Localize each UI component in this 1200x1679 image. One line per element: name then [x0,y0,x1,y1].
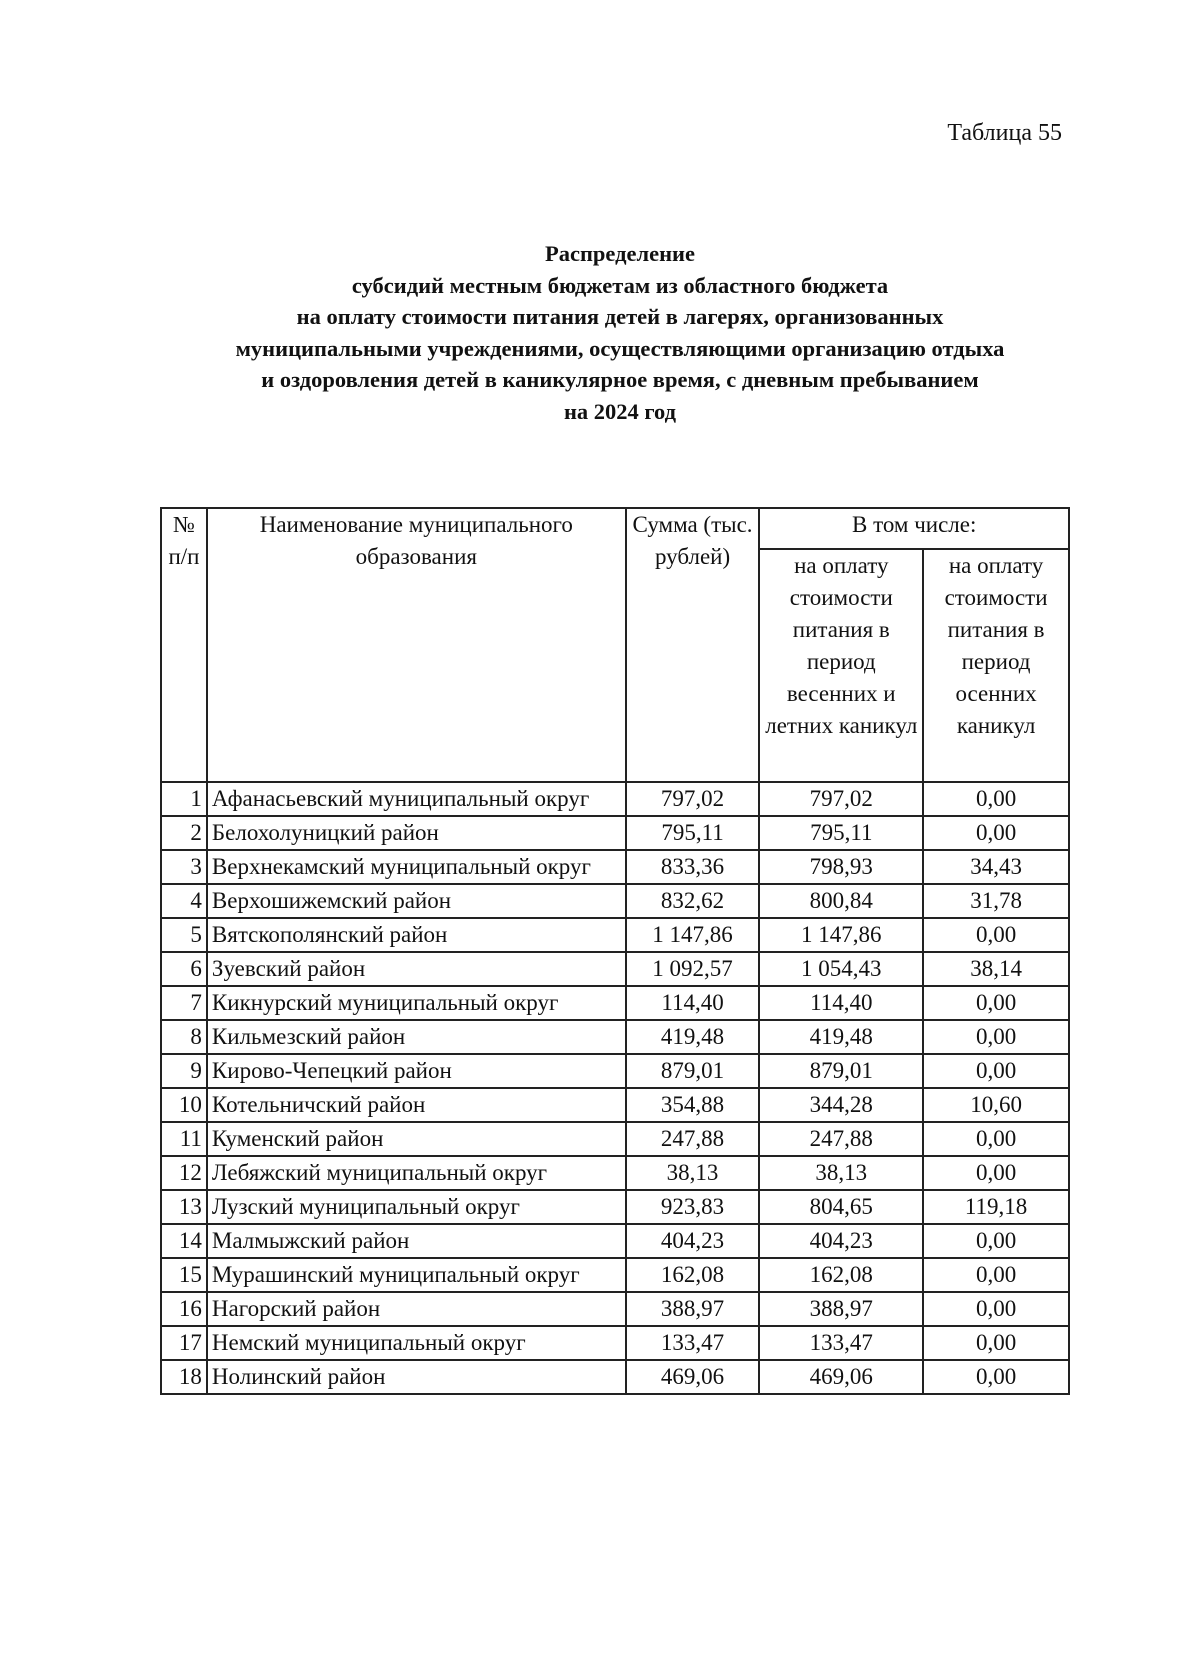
municipality-name-cell: Лузский муниципальный округ [207,1190,626,1224]
municipality-name-cell: Нагорский район [207,1292,626,1326]
municipality-name-cell: Вятскополянский район [207,918,626,952]
table-row [161,1190,1069,1224]
spring-summer-cell: 114,40 [759,986,923,1020]
sum-cell: 162,08 [626,1258,760,1292]
table-number-label: Таблица 55 [947,120,1062,146]
spring-summer-cell: 798,93 [759,850,923,884]
autumn-cell: 0,00 [923,1054,1069,1088]
autumn-cell: 0,00 [923,1360,1069,1394]
spring-summer-cell: 133,47 [759,1326,923,1360]
municipality-name-cell: Нолинский район [207,1360,626,1394]
sum-cell: 1 147,86 [626,918,760,952]
row-number-cell: 9 [161,1054,207,1088]
heading-line: на 2024 год [563,398,677,424]
autumn-cell: 0,00 [923,918,1069,952]
autumn-cell: 0,00 [923,1122,1069,1156]
municipality-name-cell: Куменский район [207,1122,626,1156]
spring-summer-cell: 800,84 [759,884,923,918]
row-number-cell: 3 [161,850,207,884]
municipality-name-cell: Белохолуницкий район [207,816,626,850]
municipality-name-cell: Малмыжский район [207,1224,626,1258]
row-number-cell: 17 [161,1326,207,1360]
table-row [161,1122,1069,1156]
autumn-cell: 0,00 [923,1224,1069,1258]
municipality-name-cell: Котельничский район [207,1088,626,1122]
header-municipality-name: Наименование муниципального образования [207,508,626,782]
sum-cell: 114,40 [626,986,760,1020]
row-number-cell: 18 [161,1360,207,1394]
header-row-number: № п/п [161,508,207,782]
sum-cell: 419,48 [626,1020,760,1054]
table-row [161,884,1069,918]
sum-cell: 469,06 [626,1360,760,1394]
row-number-cell: 6 [161,952,207,986]
spring-summer-cell: 38,13 [759,1156,923,1190]
header-sum: Сумма (тыс. рублей) [626,508,760,782]
header-including: В том числе: [759,508,1069,549]
municipality-name-cell: Кикнурский муниципальный округ [207,986,626,1020]
table-row [161,1156,1069,1190]
table-row [161,850,1069,884]
spring-summer-cell: 247,88 [759,1122,923,1156]
spring-summer-cell: 797,02 [759,782,923,816]
spring-summer-cell: 469,06 [759,1360,923,1394]
spring-summer-cell: 162,08 [759,1258,923,1292]
sum-cell: 923,83 [626,1190,760,1224]
table-row [161,952,1069,986]
autumn-cell: 31,78 [923,884,1069,918]
sum-cell: 833,36 [626,850,760,884]
autumn-cell: 119,18 [923,1190,1069,1224]
table-row [161,918,1069,952]
heading-line: и оздоровления детей в каникулярное время, с дневным пребыванием [261,367,979,392]
header-spring-summer: на оплату стоимости питания в период весенних и летних каникул [759,549,923,782]
municipality-name-cell: Мурашинский муниципальный округ [207,1258,626,1292]
table-body [161,782,1069,1394]
spring-summer-cell: 804,65 [759,1190,923,1224]
spring-summer-cell: 1 054,43 [759,952,923,986]
row-number-cell: 14 [161,1224,207,1258]
sum-cell: 832,62 [626,884,760,918]
municipality-name-cell: Кильмезский район [207,1020,626,1054]
row-number-cell: 5 [161,918,207,952]
municipality-name-cell: Немский муниципальный округ [207,1326,626,1360]
row-number-cell: 8 [161,1020,207,1054]
sum-cell: 795,11 [626,816,760,850]
municipality-name-cell: Верхошижемский район [207,884,626,918]
spring-summer-cell: 795,11 [759,816,923,850]
autumn-cell: 0,00 [923,816,1069,850]
sum-cell: 38,13 [626,1156,760,1190]
table-row [161,1326,1069,1360]
heading-line: субсидий местным бюджетам из областного бюджета [351,272,889,298]
spring-summer-cell: 419,48 [759,1020,923,1054]
spring-summer-cell: 1 147,86 [759,918,923,952]
row-number-cell: 2 [161,816,207,850]
autumn-cell: 0,00 [923,782,1069,816]
autumn-cell: 34,43 [923,850,1069,884]
table-row [161,782,1069,816]
row-number-cell: 1 [161,782,207,816]
spring-summer-cell: 879,01 [759,1054,923,1088]
table-header [161,508,1069,782]
heading-line: Распределение [544,241,696,266]
autumn-cell: 0,00 [923,1326,1069,1360]
header-autumn: на оплату стоимости питания в период осенних каникул [923,549,1069,782]
row-number-cell: 16 [161,1292,207,1326]
heading-line: на оплату стоимости питания детей в лагерях, организованных [296,304,944,329]
autumn-cell: 0,00 [923,1258,1069,1292]
municipality-name-cell: Верхнекамский муниципальный округ [207,850,626,884]
row-number-cell: 12 [161,1156,207,1190]
table-row [161,986,1069,1020]
sum-cell: 1 092,57 [626,952,760,986]
spring-summer-cell: 344,28 [759,1088,923,1122]
autumn-cell: 10,60 [923,1088,1069,1122]
municipality-name-cell: Кирово-Чепецкий район [207,1054,626,1088]
table-row [161,1292,1069,1326]
table-row [161,1054,1069,1088]
municipality-name-cell: Лебяжский муниципальный округ [207,1156,626,1190]
row-number-cell: 13 [161,1190,207,1224]
autumn-cell: 0,00 [923,986,1069,1020]
row-number-cell: 15 [161,1258,207,1292]
autumn-cell: 38,14 [923,952,1069,986]
sum-cell: 879,01 [626,1054,760,1088]
heading-line: муниципальными учреждениями, осуществляющими организацию отдыха [235,335,1005,361]
autumn-cell: 0,00 [923,1020,1069,1054]
table-row [161,1020,1069,1054]
row-number-cell: 4 [161,884,207,918]
municipality-name-cell: Зуевский район [207,952,626,986]
row-number-cell: 11 [161,1122,207,1156]
sum-cell: 388,97 [626,1292,760,1326]
sum-cell: 354,88 [626,1088,760,1122]
table-row [161,1360,1069,1394]
table-row [161,1224,1069,1258]
row-number-cell: 7 [161,986,207,1020]
spring-summer-cell: 388,97 [759,1292,923,1326]
row-number-cell: 10 [161,1088,207,1122]
autumn-cell: 0,00 [923,1156,1069,1190]
sum-cell: 404,23 [626,1224,760,1258]
sum-cell: 247,88 [626,1122,760,1156]
table-row [161,816,1069,850]
sum-cell: 133,47 [626,1326,760,1360]
table-row [161,1088,1069,1122]
municipality-name-cell: Афанасьевский муниципальный округ [207,782,626,816]
autumn-cell: 0,00 [923,1292,1069,1326]
sum-cell: 797,02 [626,782,760,816]
subsidy-distribution-table [160,507,1070,1395]
document-heading [100,238,1140,427]
table-row [161,1258,1069,1292]
spring-summer-cell: 404,23 [759,1224,923,1258]
